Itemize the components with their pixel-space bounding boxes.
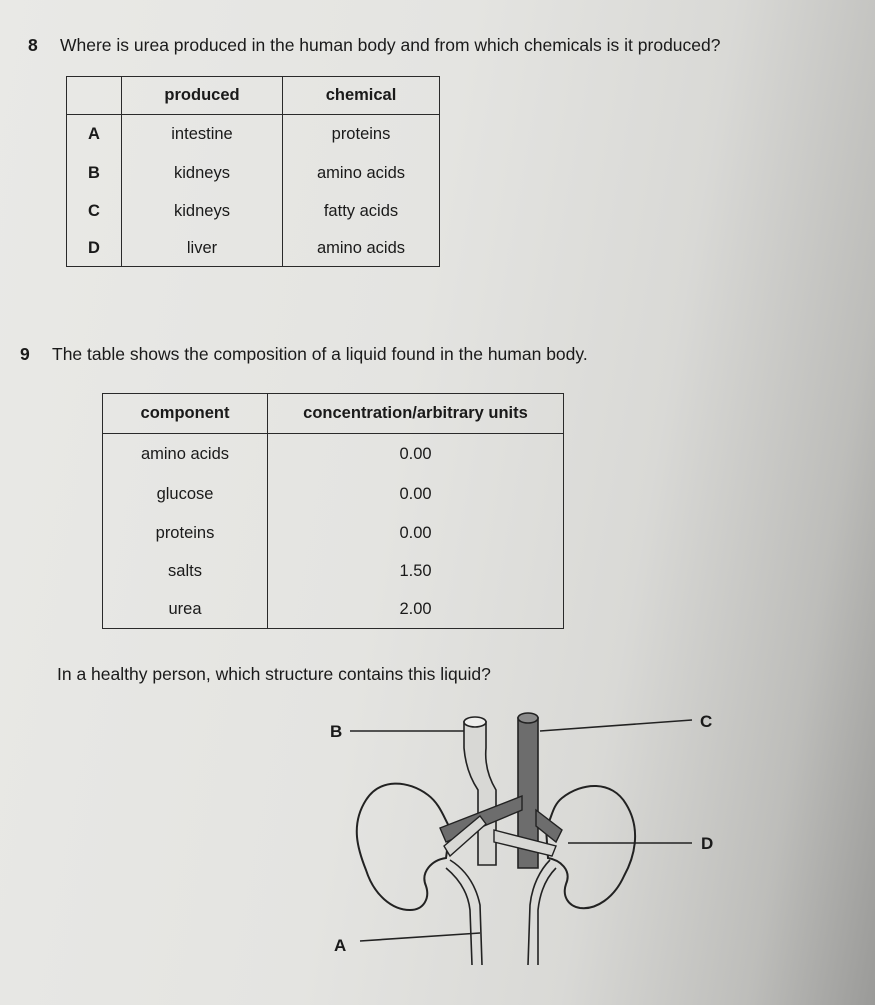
table-header-cell: chemical <box>283 77 440 115</box>
table-cell: 0.00 <box>268 476 564 514</box>
table-header-cell: concentration/arbitrary units <box>268 394 564 434</box>
diagram-label-d: D <box>701 834 714 853</box>
question-9-prompt: In a healthy person, which structure contains this liquid? <box>57 664 491 684</box>
table-header-cell: component <box>103 394 268 434</box>
question-8-number: 8 <box>28 35 38 55</box>
table-cell: proteins <box>283 115 440 155</box>
table-header-cell <box>67 77 122 115</box>
table-cell: kidneys <box>122 155 283 193</box>
table-header-cell: produced <box>122 77 283 115</box>
table-cell: kidneys <box>122 193 283 231</box>
diagram-label-a: A <box>334 936 347 955</box>
ureter-right-inner <box>538 868 556 965</box>
option-key: B <box>67 155 122 193</box>
table-cell: glucose <box>103 476 268 514</box>
table-cell: 1.50 <box>268 553 564 591</box>
table-cell: fatty acids <box>283 193 440 231</box>
table-cell: amino acids <box>283 231 440 267</box>
table-cell: 0.00 <box>268 514 564 553</box>
question-9-text: 9 The table shows the composition of a liquid found in the human body. <box>20 344 588 364</box>
option-key: C <box>67 193 122 231</box>
table-row <box>103 591 564 629</box>
option-key: D <box>67 231 122 267</box>
question-9-number: 9 <box>20 344 30 364</box>
table-row <box>67 231 440 267</box>
table-row <box>67 115 440 155</box>
table-cell: salts <box>103 553 268 591</box>
option-key: A <box>67 115 122 155</box>
table-row <box>103 553 564 591</box>
question-8-text: 8 Where is urea produced in the human body and from which chemicals is it produced? <box>28 35 721 55</box>
kidney-diagram <box>300 700 720 970</box>
ureter-left-inner <box>446 868 472 965</box>
diagram-label-c: C <box>700 712 713 731</box>
diagram-label-b: B <box>330 722 343 741</box>
leader-line-a <box>360 933 480 941</box>
table-cell: urea <box>103 591 268 629</box>
ureter-right <box>528 860 550 965</box>
table-cell: 0.00 <box>268 434 564 476</box>
table-header-row <box>103 394 564 434</box>
table-row <box>103 514 564 553</box>
renal-vein-right <box>536 810 562 842</box>
table-cell: amino acids <box>283 155 440 193</box>
question-8-table <box>66 76 440 267</box>
table-cell: liver <box>122 231 283 267</box>
table-row <box>103 476 564 514</box>
table-cell: proteins <box>103 514 268 553</box>
table-row <box>67 155 440 193</box>
table-cell: 2.00 <box>268 591 564 629</box>
table-cell: amino acids <box>103 434 268 476</box>
leader-line-c <box>540 720 692 731</box>
table-cell: intestine <box>122 115 283 155</box>
table-header-row <box>67 77 440 115</box>
question-9-table <box>102 393 564 629</box>
left-kidney <box>357 784 450 910</box>
table-row <box>103 434 564 476</box>
right-kidney <box>546 786 635 908</box>
table-row <box>67 193 440 231</box>
aorta <box>464 717 496 865</box>
